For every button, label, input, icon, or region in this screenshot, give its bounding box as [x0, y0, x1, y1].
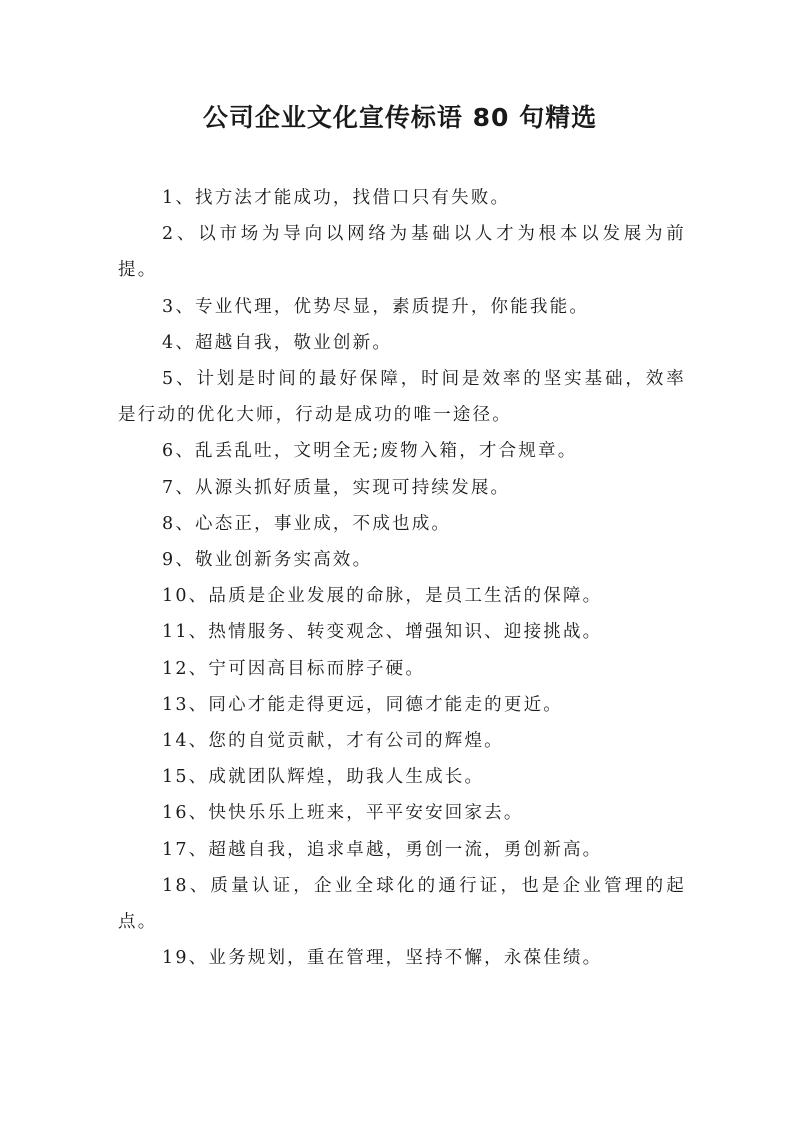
slogan-item-11: 11、热情服务、转变观念、增强知识、迎接挑战。	[162, 622, 603, 643]
slogan-item-19: 19、业务规划，重在管理，坚持不懈，永葆佳绩。	[162, 948, 603, 969]
slogan-item-6: 6、乱丢乱吐，文明全无;废物入箱，才合规章。	[162, 441, 578, 462]
slogan-item-18: 18、质量认证，企业全球化的通行证，也是企业管理的起点。	[118, 875, 686, 933]
slogan-item-1: 1、找方法才能成功，找借口只有失败。	[162, 188, 511, 208]
slogan-item-14: 14、您的自觉贡献，才有公司的辉煌。	[162, 731, 504, 752]
slogan-item-5: 5、计划是时间的最好保障，时间是效率的坚实基础，效率是行动的优化大师，行动是成功的唯一途径。	[118, 369, 686, 426]
slogan-item-3: 3、专业代理，优势尽显，素质提升，你能我能。	[162, 296, 590, 317]
slogan-item-16: 16、快快乐乐上班来，平平安安回家去。	[162, 803, 524, 824]
slogan-item-4: 4、超越自我，敬业创新。	[162, 332, 393, 353]
slogan-item-8: 8、心态正，事业成，不成也成。	[162, 513, 452, 534]
slogan-item-10: 10、品质是企业发展的命脉，是员工生活的保障。	[162, 586, 603, 607]
slogan-list	[118, 180, 686, 976]
slogan-item-2: 2、以市场为导向以网络为基础以人才为根本以发展为前提。	[118, 224, 686, 281]
slogan-item-15: 15、成就团队辉煌，助我人生成长。	[162, 767, 485, 788]
slogan-item-17: 17、超越自我，追求卓越，勇创一流，勇创新高。	[162, 839, 603, 860]
document-title: 公司企业文化宣传标语 80 句精选	[202, 103, 598, 132]
slogan-item-13: 13、同心才能走得更远，同德才能走的更近。	[162, 694, 563, 715]
slogan-item-9: 9、敬业创新务实高效。	[162, 550, 373, 571]
slogan-item-12: 12、宁可因高目标而脖子硬。	[162, 658, 426, 679]
slogan-item-7: 7、从源头抓好质量，实现可持续发展。	[162, 477, 511, 498]
